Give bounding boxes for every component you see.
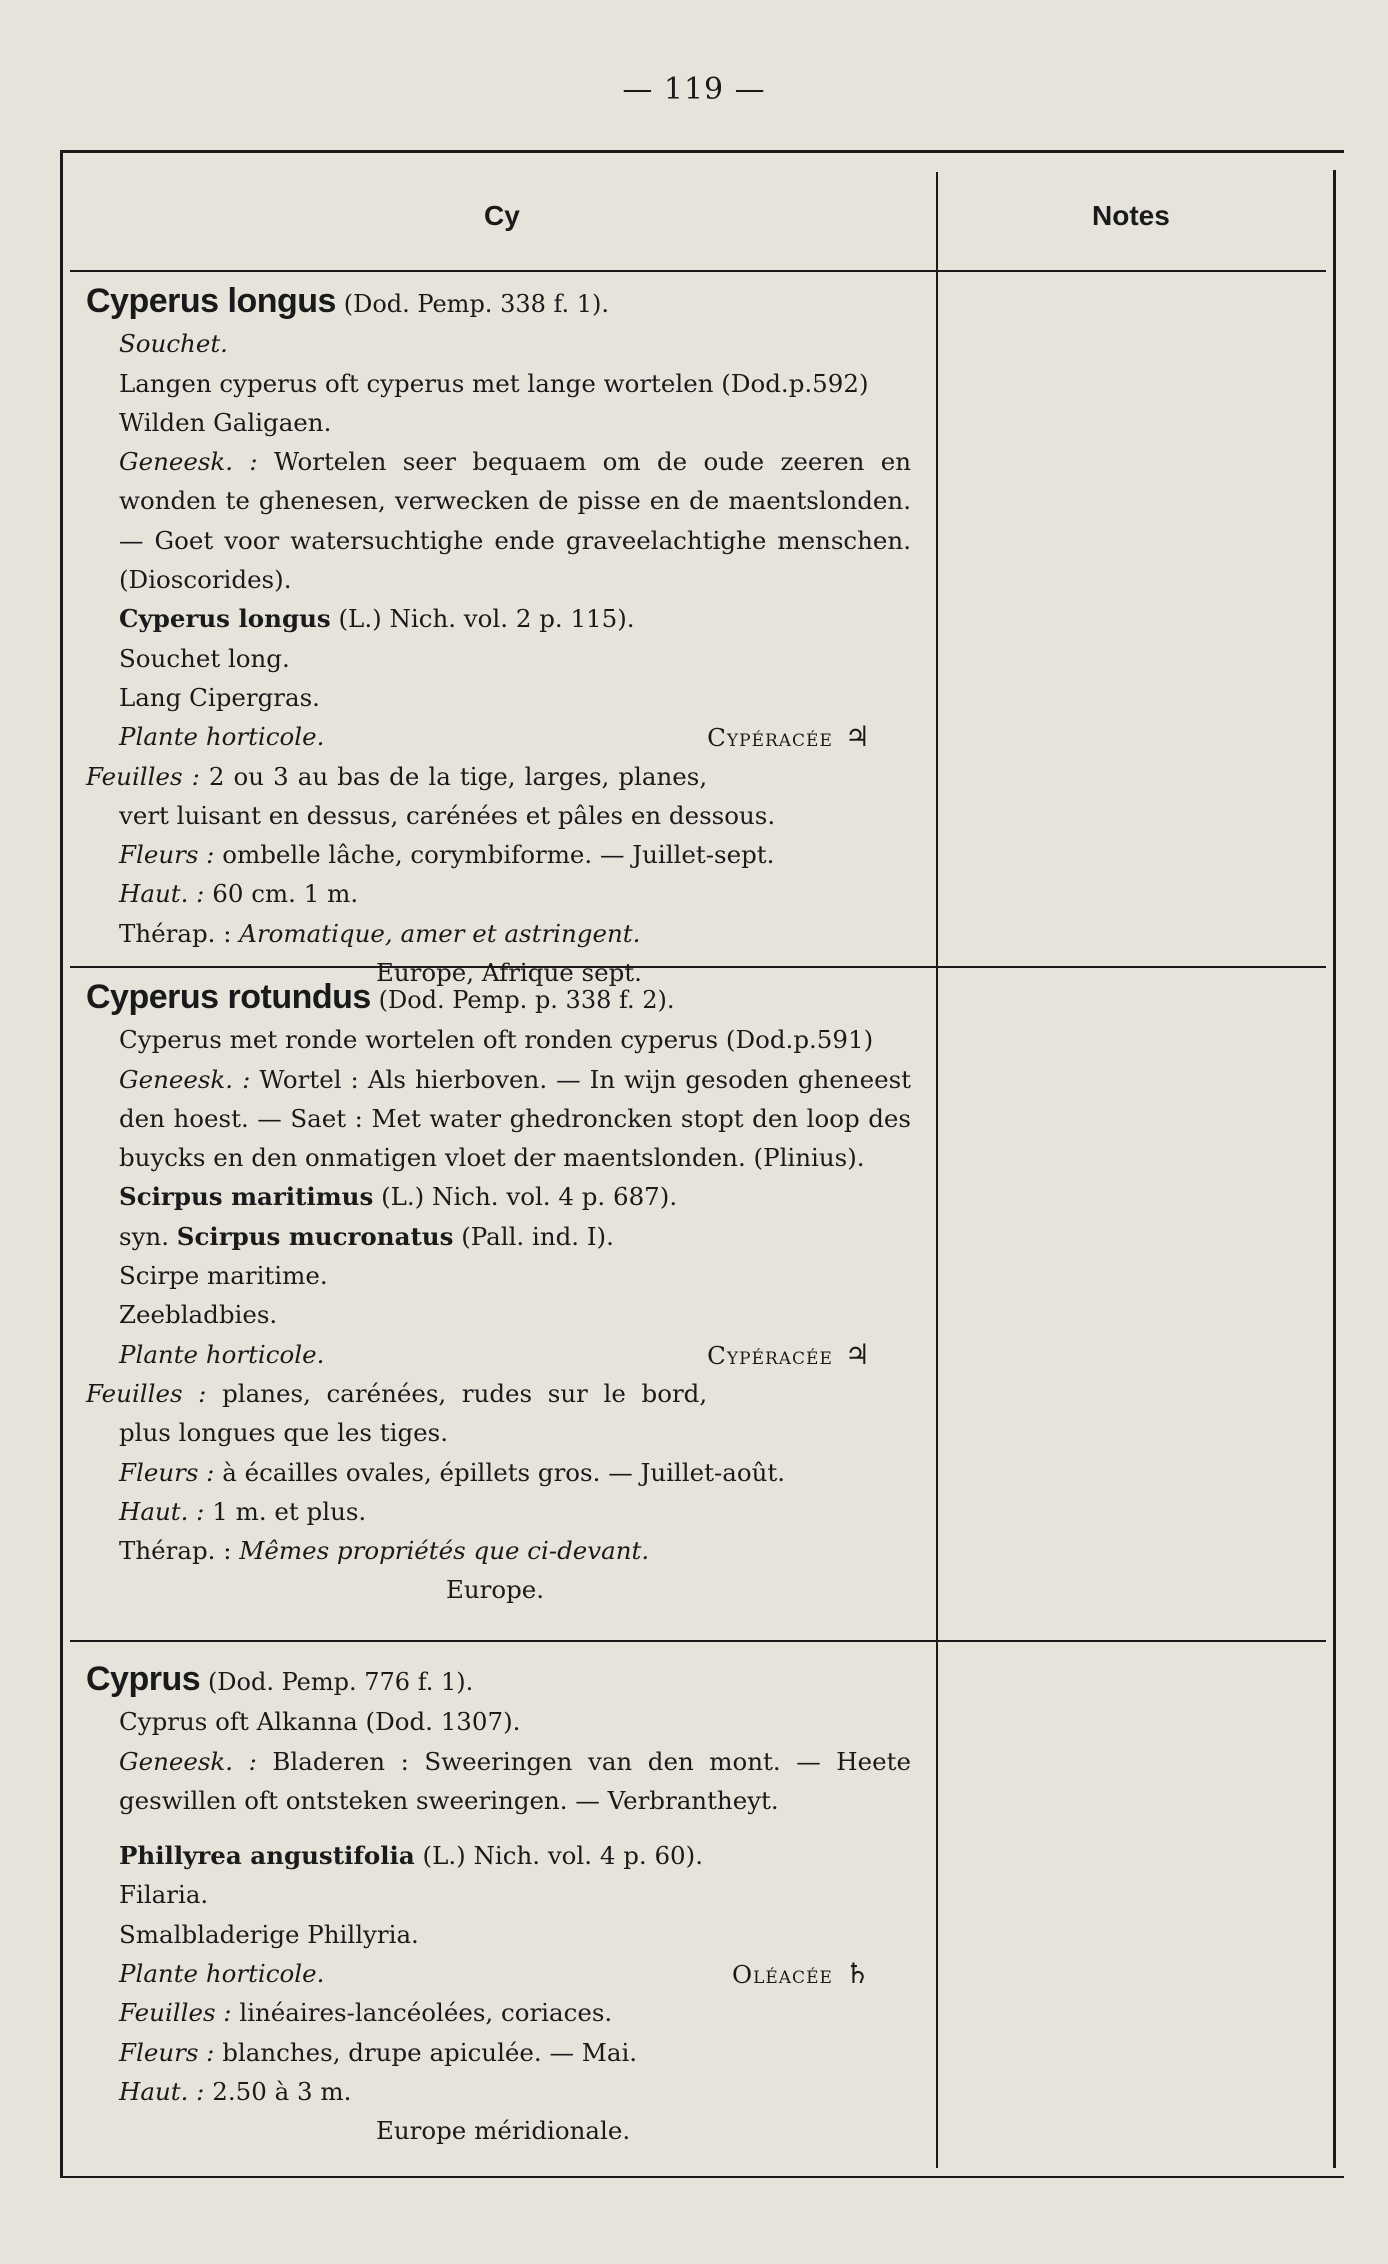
scientific-name: Scirpus maritimus — [119, 1182, 374, 1212]
geneesk-text: Wortel : Als hierboven. — In wijn gesoden gheneest den hoest. — Saet : Met water ghedroncken stopt den loop des buycks en den onmatigen vloet der maentslonden. (Plinius). — [119, 1064, 911, 1173]
plante-label: Plante horticole. — [119, 1339, 325, 1369]
table-bottom-rule — [60, 2176, 1344, 2178]
french-name: Souchet long. — [119, 643, 290, 673]
entry-title: Cyperus rotundus — [86, 978, 371, 1016]
haut-label: Haut. : — [119, 879, 205, 909]
fleurs-text: ombelle lâche, corymbiforme. — Juillet-sept. — [222, 840, 775, 870]
family-name: Cypéracée — [707, 1340, 833, 1370]
dutch-name: Wilden Galigaen. — [119, 407, 332, 437]
fleurs-label: Fleurs : — [119, 1457, 215, 1487]
therap-label: Thérap. : — [119, 1536, 232, 1566]
haut-text: 60 cm. 1 m. — [212, 879, 359, 909]
common-name: Filaria. — [119, 1880, 209, 1910]
entry-divider-2 — [70, 1640, 1326, 1642]
entry-title: Cyperus longus — [86, 282, 336, 320]
fleurs-label: Fleurs : — [119, 840, 215, 870]
plante-label: Plante horticole. — [119, 1959, 325, 1989]
fleurs-label: Fleurs : — [119, 2037, 215, 2067]
synonym-reference: (Pall. ind. I). — [461, 1221, 614, 1251]
feuilles-label: Feuilles : — [86, 761, 200, 791]
entry-cyprus — [86, 1660, 911, 2151]
geneesk-label: Geneesk. : — [119, 1064, 251, 1094]
region: Europe méridionale. — [376, 2116, 631, 2146]
feuilles-text: 2 ou 3 au bas de la tige, larges, planes, vert luisant en dessus, carénées et pâles en dessous. — [119, 761, 776, 830]
left-border — [60, 150, 63, 2178]
haut-label: Haut. : — [119, 2076, 205, 2106]
feuilles-label: Feuilles : — [86, 1378, 207, 1408]
page-number: — 119 — — [622, 72, 766, 107]
therap-label: Thérap. : — [119, 918, 232, 948]
table-top-rule — [60, 150, 1344, 153]
fleurs-text: blanches, drupe apiculée. — Mai. — [222, 2037, 638, 2067]
entry-cyperus-longus — [86, 282, 911, 992]
dutch-common-name: Zeebladbies. — [119, 1300, 278, 1330]
right-border — [1333, 170, 1336, 2168]
feuilles-text: planes, carénées, rudes sur le bord, plus longues que les tiges. — [119, 1378, 708, 1448]
dutch-name: Cyprus oft Alkanna (Dod. 1307). — [119, 1707, 521, 1737]
common-name: Souchet. — [119, 329, 228, 359]
scientific-name: Cyperus longus — [119, 604, 331, 634]
header-rule — [70, 270, 1326, 272]
geneesk-text: Bladeren : Sweeringen van den mont. — Heete geswillen oft ontsteken sweeringen. — Verbrantheyt. — [119, 1746, 911, 1815]
dutch-common-name: Lang Cipergras. — [119, 682, 320, 712]
synonym-name: Scirpus mucronatus — [176, 1221, 454, 1251]
syn-prefix: syn. — [119, 1221, 169, 1251]
feuilles-label: Feuilles : — [119, 1998, 232, 2028]
scientific-name: Phillyrea angustifolia — [119, 1841, 415, 1871]
entry-reference: (Dod. Pemp. p. 338 f. 2). — [378, 986, 675, 1014]
region: Europe, Afrique sept. — [376, 958, 642, 988]
perennial-symbol-icon: ♃ — [844, 1337, 871, 1371]
haut-text: 1 m. et plus. — [212, 1496, 367, 1526]
region: Europe. — [446, 1575, 545, 1605]
shrub-symbol-icon: ♄ — [844, 1957, 871, 1991]
geneesk-label: Geneesk. : — [119, 1746, 257, 1776]
dutch-name: Langen cyperus oft cyperus met lange wortelen (Dod.p.592) — [119, 368, 869, 398]
fleurs-text: à écailles ovales, épillets gros. — Juillet-août. — [222, 1457, 785, 1487]
plante-label: Plante horticole. — [119, 722, 325, 752]
family-name: Cypéracée — [707, 723, 833, 753]
geneesk-label: Geneesk. : — [119, 447, 258, 477]
feuilles-text: linéaires-lancéolées, coriaces. — [239, 1998, 613, 2028]
french-name: Scirpe maritime. — [119, 1261, 328, 1291]
haut-text: 2.50 à 3 m. — [212, 2076, 352, 2106]
entry-title: Cyprus — [86, 1660, 201, 1698]
scientific-reference: (L.) Nich. vol. 4 p. 60). — [422, 1841, 703, 1871]
geneesk-text: Wortelen seer bequaem om de oude zeeren en wonden te ghenesen, verwecken de pisse en de maentslonden. — Goet voor watersuchtighe ende graveelachtighe menschen. (Dioscorides). — [119, 447, 911, 595]
scientific-reference: (L.) Nich. vol. 2 p. 115). — [338, 604, 635, 634]
family-name: Oléacée — [732, 1960, 833, 1990]
column-header-cy: Cy — [484, 200, 520, 231]
column-divider — [936, 172, 938, 2168]
column-header-notes: Notes — [1092, 200, 1170, 231]
dutch-common-name: Smalbladerige Phillyria. — [119, 1919, 419, 1949]
therap-text: Aromatique, amer et astringent. — [239, 918, 641, 948]
therap-text: Mêmes propriétés que ci-devant. — [239, 1536, 650, 1566]
entry-cyperus-rotundus — [86, 978, 911, 1610]
dutch-name: Cyperus met ronde wortelen oft ronden cyperus (Dod.p.591) — [119, 1025, 874, 1055]
entry-reference: (Dod. Pemp. 338 f. 1). — [343, 290, 610, 318]
haut-label: Haut. : — [119, 1496, 205, 1526]
entry-reference: (Dod. Pemp. 776 f. 1). — [207, 1668, 474, 1696]
perennial-symbol-icon: ♃ — [844, 720, 871, 754]
scientific-reference: (L.) Nich. vol. 4 p. 687). — [381, 1182, 678, 1212]
